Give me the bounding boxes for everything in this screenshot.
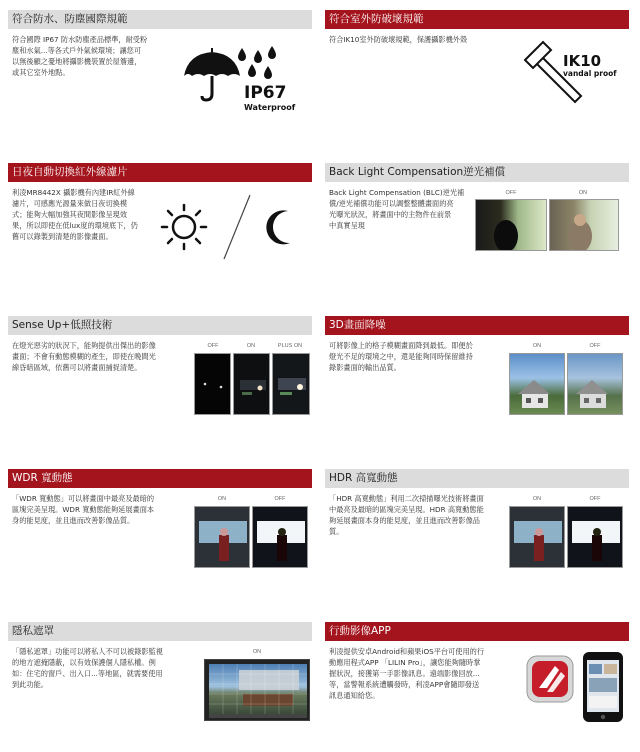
- card-privacy-mask: [8, 622, 312, 725]
- senseup-off-photo: [194, 353, 231, 415]
- dnr-on-photo: [509, 353, 565, 415]
- wdr-off-photo: [252, 506, 308, 568]
- card-description: 利凌MR8442X 攝影機有內建IR紅外線 濾片，可感應光源量來做日夜切換模 式；能夠大幅加強其夜間影像呈現效 果，所以即使在低lux度的環境底下，仍 舊可以錄製到清楚的影像畫面。: [12, 188, 138, 241]
- card-description: 可將影像上的格子模糊畫面降到最低。即便於 燈光不足的環境之中，還是能夠同時保留維持 錄影畫面的輸出品質。: [329, 341, 473, 372]
- card-vandal-proof: [325, 10, 629, 113]
- sun-icon: [162, 205, 206, 249]
- card-title: 行動影像APP: [325, 622, 629, 641]
- card-description: 「WDR 寬動態」可以將畫面中最亮及最暗的 區塊完美呈現。WDR 寬動態能夠延展畫面本 身的能見度，並且進而改善影像品質。: [12, 494, 155, 525]
- card-title: 符合防水、防塵國際規範: [8, 10, 312, 29]
- card-description: Back Light Compensation (BLC)逆光補 償/逆光補償功能可以調整整體畫面的亮 光曝光狀況，將畫面中的主物件在前景 中真實呈現: [329, 188, 465, 230]
- dnr-on-caption: ON: [532, 343, 542, 349]
- privacy-mask-screen: [204, 659, 310, 721]
- ip67-waterproof-icon: [182, 40, 306, 112]
- card-mobile-app: [325, 622, 629, 725]
- card-title: HDR 高寬動態: [325, 469, 629, 488]
- blc-on-photo: [549, 199, 619, 251]
- ik10-hammer-icon: [521, 38, 629, 110]
- ip67-label: IP67: [244, 83, 287, 103]
- card-title: Back Light Compensation逆光補償: [325, 163, 629, 182]
- senseup-plus-on-photo: [272, 353, 310, 415]
- wdr-off-caption: OFF: [274, 496, 286, 502]
- hdr-on-caption: ON: [532, 496, 542, 502]
- ik10-label: IK10: [563, 52, 602, 70]
- lilin-app-icon: [525, 648, 629, 724]
- card-backlight-compensation: [325, 163, 629, 266]
- senseup-on-caption: ON: [246, 343, 256, 349]
- card-3d-noise-reduction: [325, 316, 629, 419]
- senseup-plus-on-caption: PLUS ON: [277, 343, 303, 349]
- card-title: 符合室外防破壞規範: [325, 10, 629, 29]
- privacy-on-caption: ON: [252, 649, 262, 655]
- dnr-off-photo: [567, 353, 623, 415]
- senseup-on-photo: [233, 353, 270, 415]
- card-description: 在燈光惡劣的狀況下，能夠提供出傑出的影像 畫面；不會有動態模糊的產生，即使在晚間光 線昏暗區域，依舊可以將畫面捕捉清楚。: [12, 341, 156, 372]
- card-title: Sense Up+低照技術: [8, 316, 312, 335]
- moon-icon: [266, 210, 290, 244]
- day-night-icon: [158, 191, 308, 261]
- card-waterproof: [8, 10, 312, 113]
- card-title: WDR 寬動態: [8, 469, 312, 488]
- dnr-off-caption: OFF: [589, 343, 601, 349]
- card-title: 隱私遮罩: [8, 622, 312, 641]
- hdr-off-photo: [567, 506, 623, 568]
- blc-off-caption: OFF: [505, 190, 517, 196]
- hdr-on-photo: [509, 506, 565, 568]
- blc-off-photo: [475, 199, 547, 251]
- card-description: 利凌提供安卓Android和蘋果iOS平台可使用的行 動應用程式APP 「LILIN Pro」，讓您能夠隨時掌 握狀況，接獲第一手影像訊息。遠端影像回放... 等，當警報系統遭觸發時，利凌APP會隨即發送 訊息通知給您。: [329, 647, 485, 700]
- card-wdr: [8, 469, 312, 572]
- wdr-on-caption: ON: [217, 496, 227, 502]
- hdr-off-caption: OFF: [589, 496, 601, 502]
- waterproof-label: Waterproof: [244, 103, 296, 112]
- card-description: 「隱私遮罩」功能可以將私人不可以被錄影監視 的地方遮掩隱蔽，以有效保護個人隱私權。例 如：住宅的窗戶、出入口...等地區，就需要使用 到此功能。: [12, 647, 163, 689]
- card-title: 3D畫面降噪: [325, 316, 629, 335]
- card-title: 日夜自動切換紅外線濾片: [8, 163, 312, 182]
- senseup-off-caption: OFF: [207, 343, 219, 349]
- card-description: 符合國際 IP67 防水防塵產品標準，耐受粉 塵和水氣...等各式戶外氣候環境；讓您可 以無後顧之憂地將攝影機裝置於屋簷邊， 或其它室外地點。: [12, 35, 148, 77]
- card-sense-up: [8, 316, 312, 419]
- wdr-on-photo: [194, 506, 250, 568]
- card-description: 「HDR 高寬動態」利用二次掃描曝光技術將畫面 中最亮及最暗的區塊完美呈現。HDR 高寬動態能 夠延展畫面本身的能見度，並且進而改善影像品 質。: [329, 494, 484, 536]
- card-description: 符合IK10室外防破壞規範，保護攝影機外殼: [329, 35, 468, 44]
- card-hdr: [325, 469, 629, 572]
- card-day-night: [8, 163, 312, 266]
- vandal-proof-label: vandal proof: [563, 69, 617, 78]
- blc-on-caption: ON: [578, 190, 588, 196]
